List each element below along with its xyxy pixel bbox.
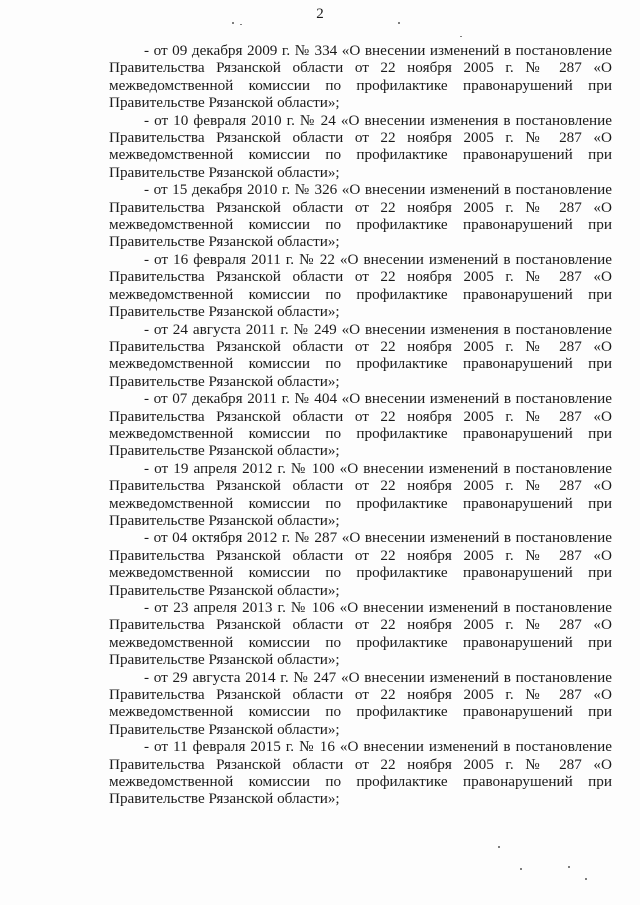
list-item: - от 11 февраля 2015 г. № 16 «О внесении изменений в постановление Правительства Рязанской области от 22 ноября 2005 г. № 287 «О межведомственной комиссии по профилактике правонарушений при Правительстве Рязанской области»;: [109, 738, 612, 808]
scan-speck: [585, 878, 587, 880]
list-item: - от 19 апреля 2012 г. № 100 «О внесении изменений в постановление Правительства Рязанской области от 22 ноября 2005 г. № 287 «О межведомственной комиссии по профилактике правонарушений при Правительстве Рязанской области»;: [109, 459, 612, 529]
scan-speck: [240, 24, 242, 25]
scan-speck: [398, 22, 400, 24]
list-item: - от 09 декабря 2009 г. № 334 «О внесении изменений в постановление Правительства Рязанской области от 22 ноября 2005 г. № 287 «О межведомственной комиссии по профилактике правонарушений при Правительстве Рязанской области»;: [109, 42, 612, 112]
list-item: - от 23 апреля 2013 г. № 106 «О внесении изменений в постановление Правительства Рязанской области от 22 ноября 2005 г. № 287 «О межведомственной комиссии по профилактике правонарушений при Правительстве Рязанской области»;: [109, 599, 612, 669]
scan-speck: [232, 22, 234, 24]
scan-speck: [498, 846, 500, 848]
list-item: - от 24 августа 2011 г. № 249 «О внесении изменения в постановление Правительства Рязанской области от 22 ноября 2005 г. № 287 «О межведомственной комиссии по профилактике правонарушений при Правительстве Рязанской области»;: [109, 320, 612, 390]
document-body: [109, 42, 612, 808]
list-item: - от 10 февраля 2010 г. № 24 «О внесении изменения в постановление Правительства Рязанской области от 22 ноября 2005 г. № 287 «О межведомственной комиссии по профилактике правонарушений при Правительстве Рязанской области»;: [109, 111, 612, 181]
page-number: 2: [316, 6, 324, 22]
scan-speck: [460, 36, 462, 37]
list-item: - от 07 декабря 2011 г. № 404 «О внесении изменений в постановление Правительства Рязанской области от 22 ноября 2005 г. № 287 «О межведомственной комиссии по профилактике правонарушений при Правительстве Рязанской области»;: [109, 390, 612, 460]
list-item: - от 29 августа 2014 г. № 247 «О внесении изменений в постановление Правительства Рязанской области от 22 ноября 2005 г. № 287 «О межведомственной комиссии по профилактике правонарушений при Правительстве Рязанской области»;: [109, 668, 612, 738]
list-item: - от 16 февраля 2011 г. № 22 «О внесении изменений в постановление Правительства Рязанской области от 22 ноября 2005 г. № 287 «О межведомственной комиссии по профилактике правонарушений при Правительстве Рязанской области»;: [109, 250, 612, 321]
list-item: - от 04 октября 2012 г. № 287 «О внесении изменений в постановление Правительства Рязанской области от 22 ноября 2005 г. № 287 «О межведомственной комиссии по профилактике правонарушений при Правительстве Рязанской области»;: [109, 529, 612, 599]
list-item: - от 15 декабря 2010 г. № 326 «О внесении изменений в постановление Правительства Рязанской области от 22 ноября 2005 г. № 287 «О межведомственной комиссии по профилактике правонарушений при Правительстве Рязанской области»;: [109, 181, 612, 251]
scan-speck: [520, 868, 522, 870]
scan-speck: [568, 866, 570, 868]
